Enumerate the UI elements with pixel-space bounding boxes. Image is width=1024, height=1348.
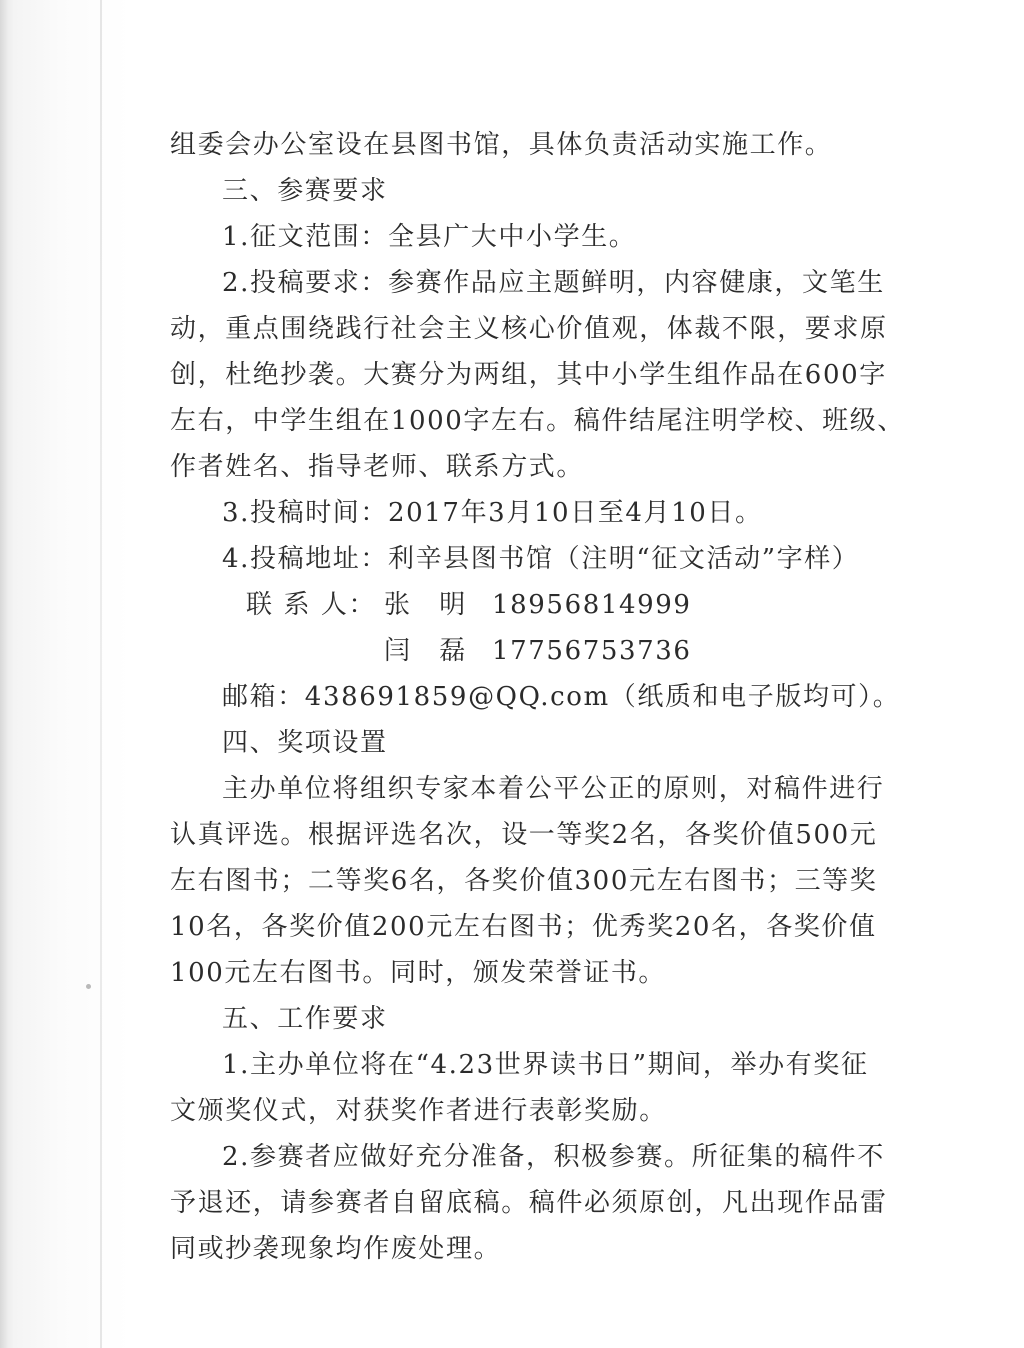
text-line: 4.投稿地址：利辛县图书馆（注明“征文活动”字样）	[222, 544, 860, 574]
contact-name: 张 明	[384, 590, 467, 620]
contact-row-1	[170, 582, 882, 628]
text-line: 动，重点围绕践行社会主义核心价值观，体裁不限，要求原	[170, 314, 888, 344]
text-line: 3.投稿时间：2017年3月10日至4月10日。	[222, 498, 763, 528]
contact-phone: 18956814999	[492, 590, 692, 620]
section-heading-requirements: 三、参赛要求	[222, 176, 388, 206]
text-line: 1.征文范围：全县广大中小学生。	[222, 222, 637, 252]
text-line: 2.参赛者应做好充分准备，积极参赛。所征集的稿件不	[222, 1142, 885, 1172]
text-line: 认真评选。根据评选名次，设一等奖2名，各奖价值500元	[170, 820, 878, 850]
contact-name: 闫 磊	[384, 636, 467, 666]
email-line: 邮箱：438691859@QQ.com（纸质和电子版均可）。	[222, 682, 901, 712]
text-line: 文颁奖仪式，对获奖作者进行表彰奖励。	[170, 1096, 667, 1126]
scan-speck	[86, 984, 91, 989]
text-line: 10名，各奖价值200元左右图书；优秀奖20名，各奖价值	[170, 912, 877, 942]
text-line: 组委会办公室设在县图书馆，具体负责活动实施工作。	[170, 130, 833, 160]
contact-label: 联 系 人：	[246, 590, 377, 620]
page-edge-shadow	[0, 0, 14, 1348]
text-line: 1.主办单位将在“4.23世界读书日”期间，举办有奖征	[222, 1050, 869, 1080]
document-body	[170, 122, 905, 1272]
binding-crease	[100, 0, 102, 1348]
text-line: 2.投稿要求：参赛作品应主题鲜明，内容健康，文笔生	[222, 268, 885, 298]
text-line: 左右图书；二等奖6名，各奖价值300元左右图书；三等奖	[170, 866, 878, 896]
contact-row-2	[170, 628, 882, 674]
text-line: 予退还，请参赛者自留底稿。稿件必须原创，凡出现作品雷	[170, 1188, 888, 1218]
text-line: 100元左右图书。同时，颁发荣誉证书。	[170, 958, 667, 988]
text-line: 创，杜绝抄袭。大赛分为两组，其中小学生组作品在600字	[170, 360, 887, 390]
section-heading-work: 五、工作要求	[222, 1004, 388, 1034]
contact-phone: 17756753736	[492, 636, 692, 666]
text-line: 同或抄袭现象均作废处理。	[170, 1234, 502, 1264]
section-heading-awards: 四、奖项设置	[222, 728, 388, 758]
text-line: 作者姓名、指导老师、联系方式。	[170, 452, 585, 482]
text-line: 主办单位将组织专家本着公平公正的原则，对稿件进行	[222, 774, 885, 804]
text-line: 左右，中学生组在1000字左右。稿件结尾注明学校、班级、	[170, 406, 905, 436]
